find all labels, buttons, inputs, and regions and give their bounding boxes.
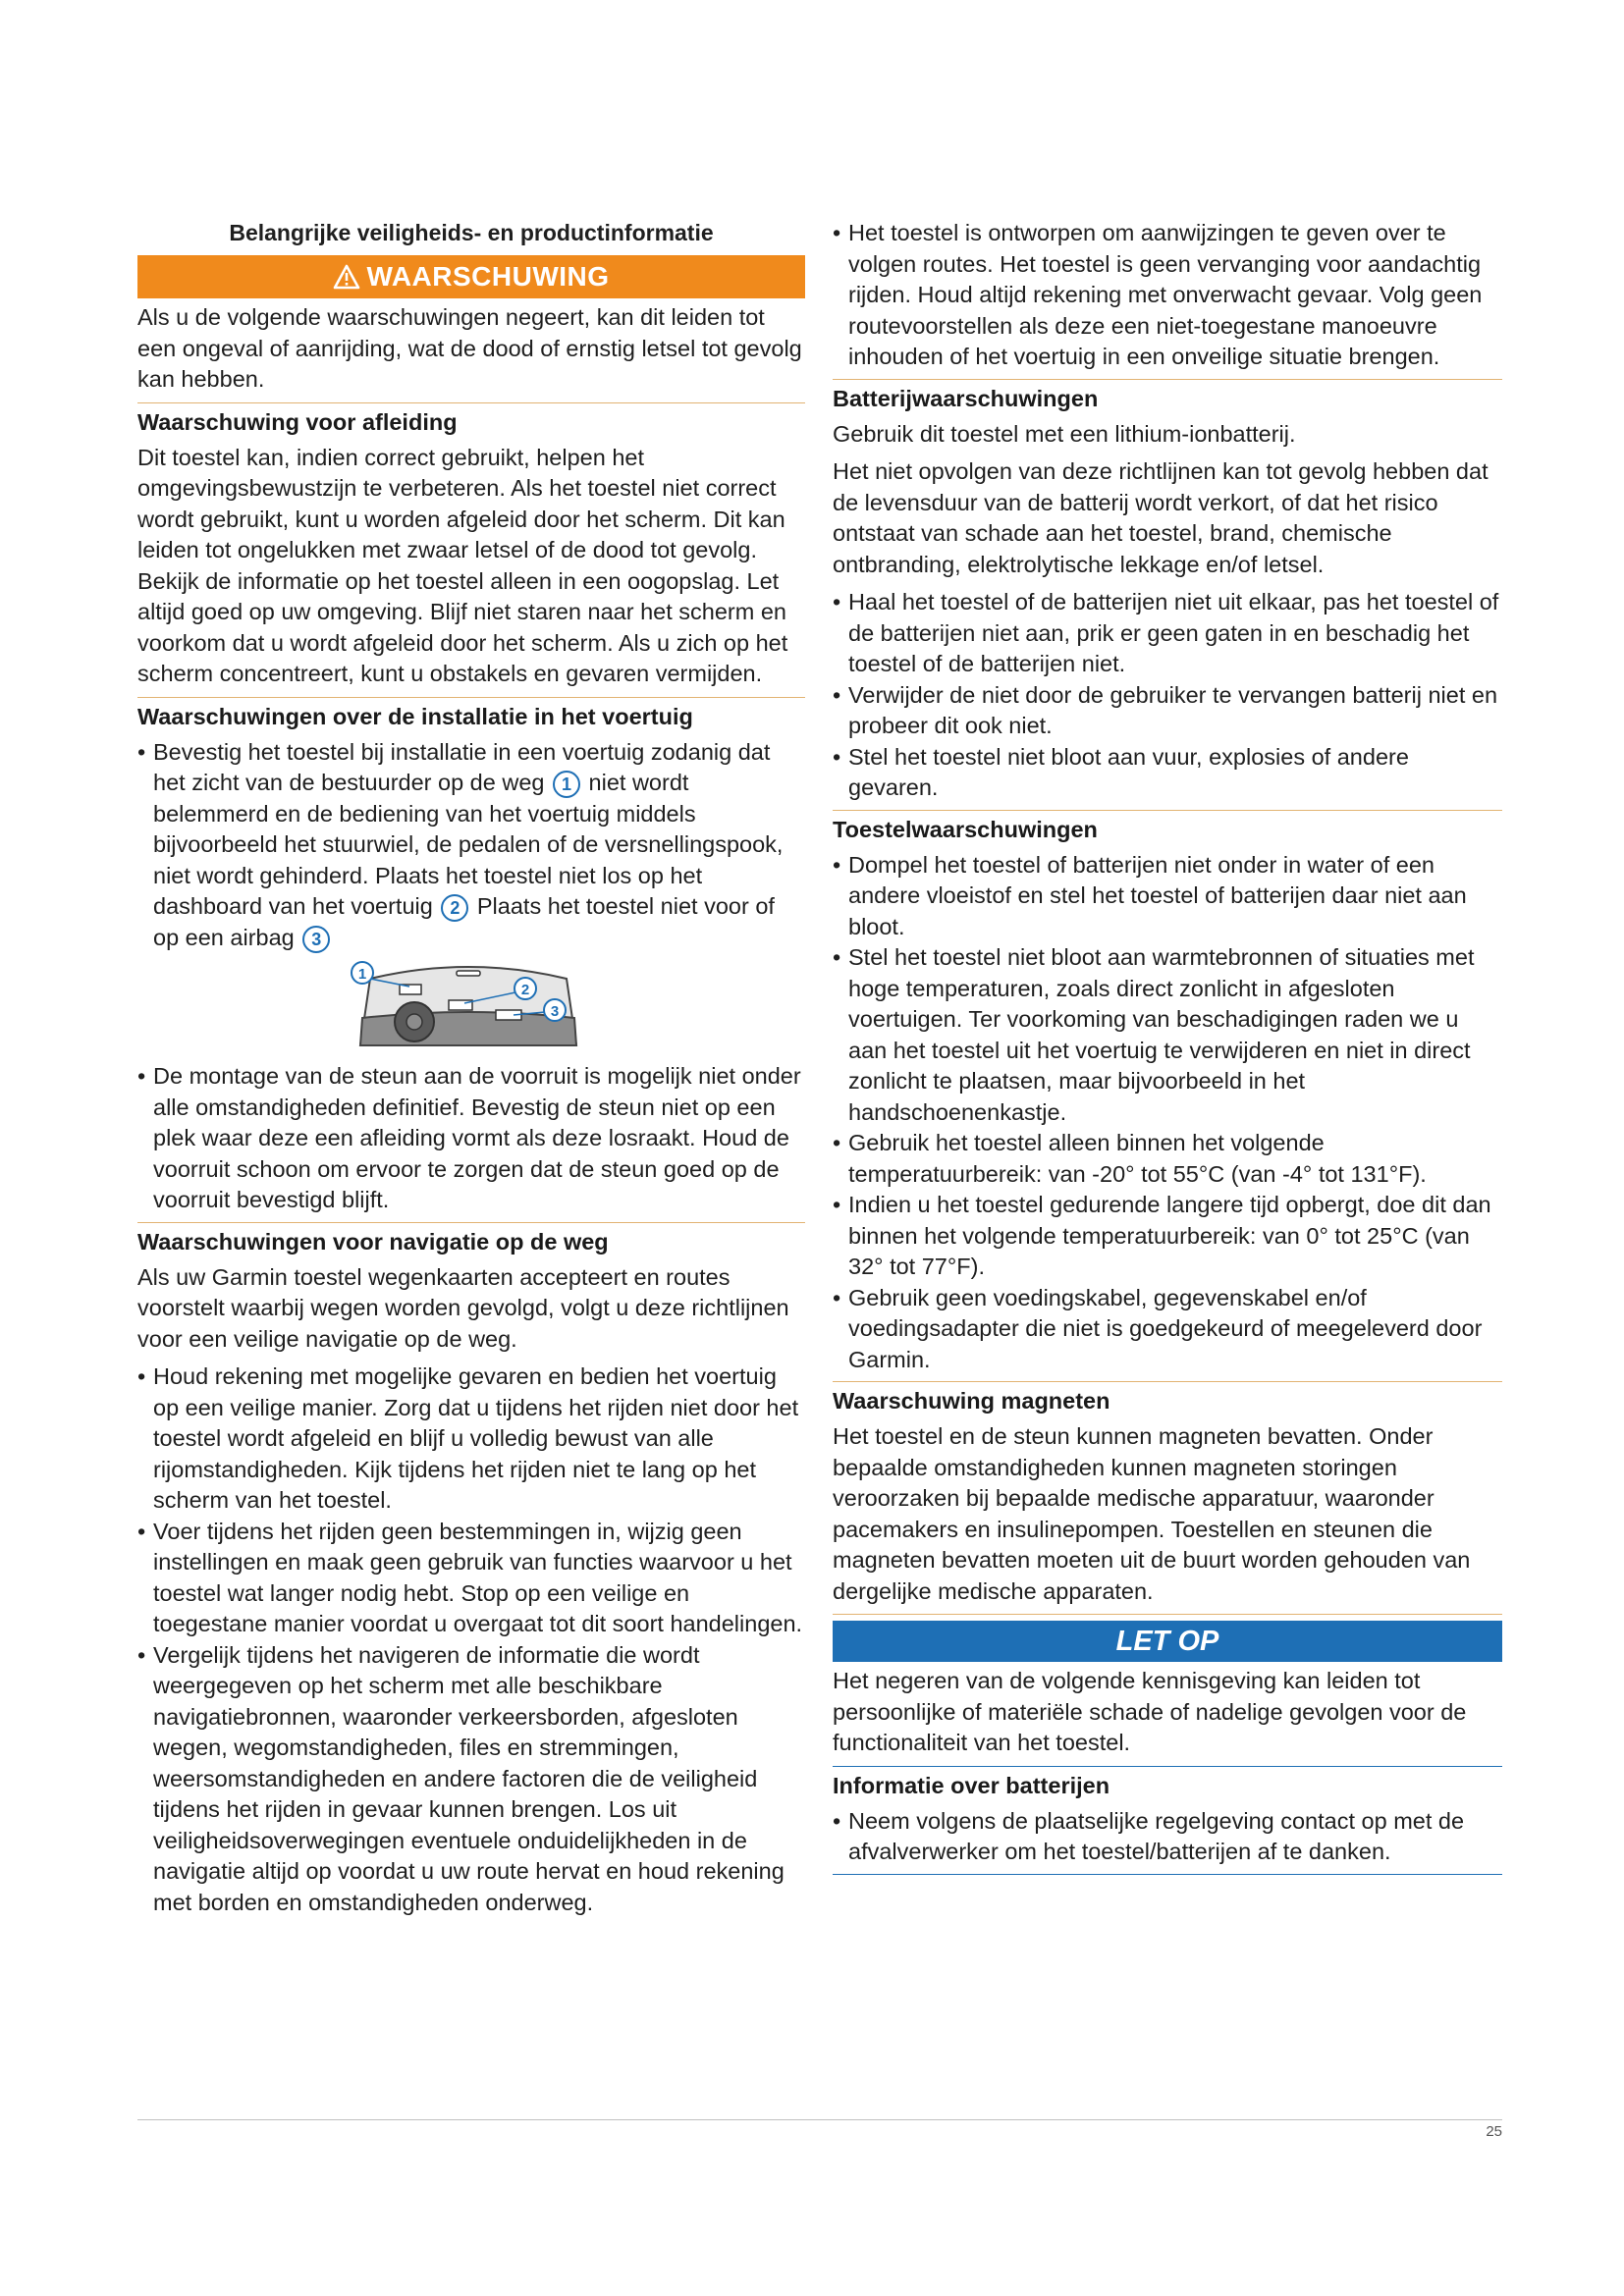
warning-banner-label: WAARSCHUWING xyxy=(366,261,610,292)
list-item: • Vergelijk tijdens het navigeren de informatie die wordt weergegeven op het scherm met alle beschikbare navigatiebronnen, waaronder verkeersborden, afgesloten wegen, wegomstandigheden, files en stremmingen, weersomstandigheden en andere factoren die de veiligheid tijdens het rijden in gevaar kunnen brengen. Los uit veiligheidsoverwegingen eventuele onduidelijkheden in de navigatie altijd op voordat u uw route hervat en houd rekening met borden en omstandigheden onderweg. xyxy=(137,1640,805,1919)
battery-p2: Het niet opvolgen van deze richtlijnen kan tot gevolg hebben dat de levensduur van de batterij wordt verkort, of dat het risico ontstaat van schade aan het toestel, brand, chemische ontbranding, elektrolytische lekkage en/of letsel. xyxy=(833,458,1489,577)
callout-3-label: 3 xyxy=(550,1003,560,1020)
notice-section xyxy=(833,1614,1502,1759)
battery-heading: Batterijwaarschuwingen xyxy=(833,385,1099,411)
warning-triangle-icon xyxy=(333,264,360,290)
callout-1-icon: 1 xyxy=(553,771,580,798)
magnets-section xyxy=(833,1381,1502,1607)
installation-item1-b: niet wordt belemmerd en de bediening van het voertuig middels bijvoorbeeld het stuurwiel, de pedalen of de versnellingspook, niet wordt gehinderd. Plaats het toestel niet los op het dashboard van het voertuig xyxy=(153,770,784,919)
device-list xyxy=(833,850,1502,1376)
installation-list-2 xyxy=(137,1061,805,1216)
list-item: • Dompel het toestel of batterijen niet onder in water of een andere vloeistof en stel het toestel of batterijen daar niet aan bloot. xyxy=(833,850,1502,943)
battery-info-section xyxy=(833,1766,1502,1875)
footer-divider xyxy=(137,2119,1502,2120)
list-item: • Neem volgens de plaatselijke regelgeving contact op met de afvalverwerker om het toestel/batterijen af te danken. xyxy=(833,1806,1502,1868)
list-item: • Voer tijdens het rijden geen bestemmingen in, wijzig geen instellingen en maak geen gebruik van functies waarvoor u het toestel wat langer nodig hebt. Stop op een veilige en toegestane manier voordat u overgaat tot dit soort handelingen. xyxy=(137,1517,805,1640)
notice-banner: LET OP xyxy=(833,1621,1502,1662)
list-item: • Gebruik het toestel alleen binnen het volgende temperatuurbereik: van -20° tot 55°C (van -4° tot 131°F). xyxy=(833,1128,1502,1190)
warning-intro: Als u de volgende waarschuwingen negeert, kan dit leiden tot een ongeval of aanrijding, wat de dood of ernstig letsel tot gevolg kan hebben. xyxy=(137,304,802,392)
battery-info-list xyxy=(833,1806,1502,1868)
list-item xyxy=(137,737,805,954)
page-title: Belangrijke veiligheids- en productinformatie xyxy=(229,220,714,245)
installation-section xyxy=(137,697,805,1216)
installation-list xyxy=(137,737,805,954)
right-column xyxy=(833,218,1502,1875)
distraction-text: Dit toestel kan, indien correct gebruikt, helpen het omgevingsbewustzijn te verbeteren. Als het toestel niet correct wordt gebruikt, kunt u worden afgeleid door het scherm. Dit kan leiden tot ongelukken met zwaar letsel of de dood tot gevolg. Bekijk de informatie op het toestel alleen in een oogopslag. Let altijd goed op uw omgeving. Blijf niet staren naar het scherm en voorkom dat u wordt afgeleid door het scherm. Als u zich op het scherm concentreert, kunt u obstakels en gevaren vermijden. xyxy=(137,444,788,686)
navigation-list xyxy=(137,1362,805,1918)
section-divider xyxy=(833,1874,1502,1875)
callout-3-icon: 3 xyxy=(302,926,330,953)
battery-section xyxy=(833,379,1502,804)
warning-banner xyxy=(137,255,805,298)
navigation-list-continued xyxy=(833,218,1502,373)
installation-item1-c: Plaats het toestel niet voor of op een airbag xyxy=(153,893,775,950)
callout-2-label: 2 xyxy=(520,982,530,998)
distraction-heading: Waarschuwing voor afleiding xyxy=(137,408,458,435)
list-item: • Verwijder de niet door de gebruiker te vervangen batterij niet en probeer dit ook niet. xyxy=(833,680,1502,742)
list-item: • Houd rekening met mogelijke gevaren en bedien het voertuig op een veilige manier. Zorg dat u tijdens het rijden niet door het toestel wordt afgeleid en blijf u volledig bewust van alle rijomstandigheden. Kijk tijdens het rijden niet te lang op het scherm van het toestel. xyxy=(137,1362,805,1517)
installation-heading: Waarschuwingen over de installatie in het voertuig xyxy=(137,703,693,729)
dashboard-illustration xyxy=(137,959,805,1057)
navigation-heading: Waarschuwingen voor navigatie op de weg xyxy=(137,1228,609,1255)
battery-list xyxy=(833,587,1502,804)
navigation-section xyxy=(137,1222,805,1919)
left-column xyxy=(137,218,805,1924)
battery-info-heading: Informatie over batterijen xyxy=(833,1772,1110,1798)
callout-2-icon: 2 xyxy=(441,894,468,922)
notice-intro: Het negeren van de volgende kennisgeving kan leiden tot persoonlijke of materiële schade of nadelige gevolgen voor de functionaliteit van het toestel. xyxy=(833,1668,1467,1755)
list-item: • Het toestel is ontworpen om aanwijzingen te geven over te volgen routes. Het toestel is geen vervanging voor aandachtig rijden. Houd altijd rekening met onverwacht gevaar. Volg geen routevoorstellen als deze een niet-toegestane manoeuvre inhouden of het voertuig in een onveilige situatie brengen. xyxy=(833,218,1502,373)
magnets-heading: Waarschuwing magneten xyxy=(833,1388,1110,1414)
list-item: • Stel het toestel niet bloot aan vuur, explosies of andere gevaren. xyxy=(833,742,1502,804)
magnets-text: Het toestel en de steun kunnen magneten bevatten. Onder bepaalde omstandigheden kunnen magneten storingen veroorzaken bij bepaalde medische apparatuur, waaronder pacemakers en insulinepompen. Toestellen en steunen die magneten bevatten moeten uit de buurt worden gehouden van dergelijke medische apparaten. xyxy=(833,1423,1471,1604)
installation-item1-a: Bevestig het toestel bij installatie in een voertuig zodanig dat het zicht van de bestuurder op de weg xyxy=(153,738,771,795)
distraction-section xyxy=(137,402,805,690)
page-number: 25 xyxy=(1486,2123,1502,2140)
list-item: • Gebruik geen voedingskabel, gegevenskabel en/of voedingsadapter die niet is goedgekeurd of meegeleverd door Garmin. xyxy=(833,1283,1502,1376)
dashboard-mounting-image xyxy=(341,959,596,1057)
list-item: • Haal het toestel of de batterijen niet uit elkaar, pas het toestel of de batterijen niet aan, prik er geen gaten in en beschadig het toestel of de batterijen niet. xyxy=(833,587,1502,680)
callout-1-label: 1 xyxy=(357,966,367,983)
list-item: • De montage van de steun aan de voorruit is mogelijk niet onder alle omstandigheden definitief. Bevestig de steun niet op een plek waar deze een afleiding vormt als deze losraakt. Houd de voorruit schoon om ervoor te zorgen dat de steun goed op de voorruit bevestigd blijft. xyxy=(137,1061,805,1216)
device-heading: Toestelwaarschuwingen xyxy=(833,816,1098,842)
list-item: • Indien u het toestel gedurende langere tijd opbergt, doe dit dan binnen het volgende temperatuurbereik: van 0° tot 25°C (van 32° tot 77°F). xyxy=(833,1190,1502,1283)
device-section xyxy=(833,810,1502,1376)
list-item: • Stel het toestel niet bloot aan warmtebronnen of situaties met hoge temperaturen, zoals direct zonlicht in afgesloten voertuigen. Ter voorkoming van beschadigingen raden we u aan het toestel uit het voertuig te verwijderen en niet in direct zonlicht te plaatsen, maar bijvoorbeeld in het handschoenenkastje. xyxy=(833,942,1502,1128)
navigation-intro: Als uw Garmin toestel wegenkaarten accepteert en routes voorstelt waarbij wegen worden gevolgd, volgt u deze richtlijnen voor een veilige navigatie op de weg. xyxy=(137,1263,789,1352)
battery-p1: Gebruik dit toestel met een lithium-ionbatterij. xyxy=(833,420,1296,447)
